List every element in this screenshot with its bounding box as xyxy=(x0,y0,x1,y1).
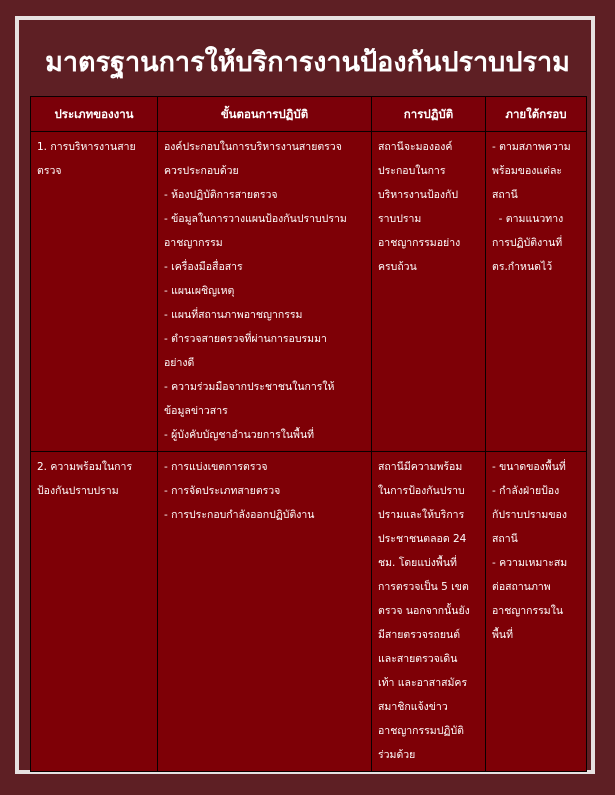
header-steps: ขั้นตอนการปฏิบัติ xyxy=(158,97,372,132)
cell-line: ตรวจ xyxy=(37,165,62,177)
table-header-row xyxy=(31,97,587,132)
cell-line: สถานี xyxy=(492,189,518,201)
service-standard-table xyxy=(30,96,587,772)
practice-cell xyxy=(372,132,486,452)
cell-line: ป้องกันปราบปราม xyxy=(37,485,119,497)
cell-line: 1. การบริหารงานสาย xyxy=(37,141,136,153)
cell-line: - กำลังฝ่ายป้อง xyxy=(492,485,560,497)
cell-line: - การแบ่งเขตการตรวจ xyxy=(164,461,268,473)
cell-line: ครบถ้วน xyxy=(378,261,417,273)
cell-line: - ความเหมาะสม xyxy=(492,557,568,569)
framework-cell xyxy=(486,132,587,452)
table-row xyxy=(31,452,587,772)
cell-line: ตรวจ นอกจากนั้นยัง xyxy=(378,605,470,617)
cell-line: การตรวจเป็น 5 เขต xyxy=(378,581,469,593)
cell-line: อาชญากรรมใน xyxy=(492,605,564,617)
cell-line: - การประกอบกำลังออกปฏิบัติงาน xyxy=(164,509,315,521)
page-title: มาตรฐานการให้บริการงานป้องกันปราบปราม xyxy=(45,47,570,78)
cell-line: บริหารงานป้องกัป xyxy=(378,189,459,201)
cell-line: อาชญากรรมอย่าง xyxy=(378,237,461,249)
work-type-cell xyxy=(31,452,158,772)
cell-line: การปฏิบัติงานที่ xyxy=(492,237,563,249)
cell-line: - ข้อมูลในการวางแผนป้องกันปราบปราม xyxy=(164,213,347,225)
cell-line: - ขนาดของพื้นที่ xyxy=(492,461,566,473)
practice-cell xyxy=(372,452,486,772)
cell-line: องค์ประกอบในการบริหารงานสายตรวจ xyxy=(164,141,342,153)
cell-line: และสายตรวจเดิน xyxy=(378,653,458,665)
cell-line: ข้อมูลข่าวสาร xyxy=(164,405,228,417)
cell-line: - ตามแนวทาง xyxy=(492,213,564,225)
header-work-type: ประเภทของงาน xyxy=(31,97,158,132)
cell-line: อาชญากรรม xyxy=(164,237,223,249)
cell-line: สถานี xyxy=(492,533,518,545)
cell-line: - ห้องปฏิบัติการสายตรวจ xyxy=(164,189,278,201)
table-row xyxy=(31,132,587,452)
steps-cell xyxy=(158,132,372,452)
cell-line: กัปราบปรามของ xyxy=(492,509,567,521)
cell-line: - ตำรวจสายตรวจที่ผ่านการอบรมมา xyxy=(164,333,327,345)
cell-line: - ความร่วมมือจากประชาชนในการให้ xyxy=(164,381,335,393)
cell-line: สถานีจะมององค์ xyxy=(378,141,453,153)
cell-line: - ตามสภาพความ xyxy=(492,141,571,153)
cell-line: - เครื่องมือสื่อสาร xyxy=(164,261,243,273)
cell-line: 2. ความพร้อมในการ xyxy=(37,461,133,473)
work-type-cell xyxy=(31,132,158,452)
cell-line: ในการป้องกันปราบ xyxy=(378,485,465,497)
cell-line: - ผู้บังคับบัญชาอำนวยการในพื้นที่ xyxy=(164,429,315,441)
cell-line: - การจัดประเภทสายตรวจ xyxy=(164,485,281,497)
cell-line: อย่างดี xyxy=(164,357,195,369)
cell-line: สมาชิกแจ้งข่าว xyxy=(378,701,448,713)
cell-line: ตร.กำหนดไว้ xyxy=(492,261,553,273)
cell-line: ราบปราม xyxy=(378,213,422,225)
steps-cell xyxy=(158,452,372,772)
framework-cell xyxy=(486,452,587,772)
cell-line: ปรามและให้บริการ xyxy=(378,509,465,521)
cell-line: ชม. โดยแบ่งพื้นที่ xyxy=(378,557,457,569)
cell-line: ประชาชนตลอด 24 xyxy=(378,533,467,545)
cell-line: เท้า และอาสาสมัคร xyxy=(378,677,468,689)
cell-line: พร้อมของแต่ละ xyxy=(492,165,563,177)
cell-line: สถานีมีความพร้อม xyxy=(378,461,463,473)
cell-line: - แผนที่สถานภาพอาชญากรรม xyxy=(164,309,303,321)
header-practice: การปฏิบัติ xyxy=(372,97,486,132)
cell-line: อาชญากรรมปฏิบัติ xyxy=(378,725,464,737)
header-framework: ภายใต้กรอบ xyxy=(486,97,587,132)
cell-line: ควรประกอบด้วย xyxy=(164,165,239,177)
cell-line: - แผนเผชิญเหตุ xyxy=(164,285,235,297)
cell-line: ต่อสถานภาพ xyxy=(492,581,551,593)
cell-line: มีสายตรวจรถยนต์ xyxy=(378,629,461,641)
cell-line: ร่วมด้วย xyxy=(378,749,416,761)
cell-line: พื้นที่ xyxy=(492,629,514,641)
cell-line: ประกอบในการ xyxy=(378,165,446,177)
